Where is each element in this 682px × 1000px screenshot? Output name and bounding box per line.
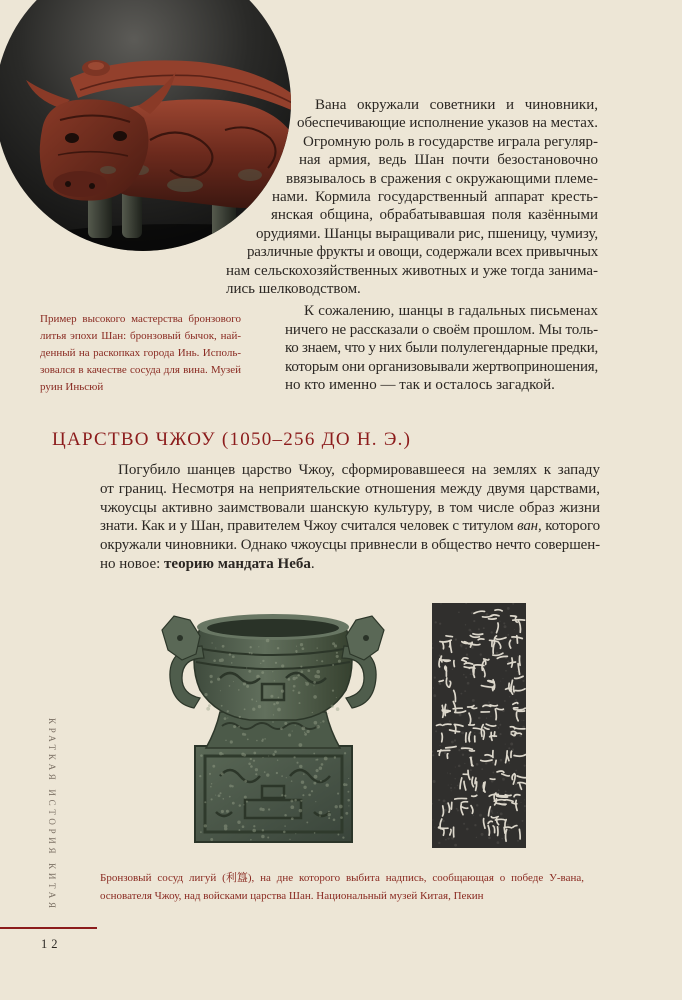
vessel-caption	[100, 869, 584, 905]
text-line: ничего не рассказали о своём прошлом. Мы толь-	[285, 321, 598, 338]
text-line: Огромную роль в государстве играла регуляр-	[303, 133, 598, 150]
text-run: знати. Как и у Шан, правителем Чжоу считался человек с титулом	[100, 518, 518, 535]
text-line	[100, 555, 600, 574]
text-line	[100, 517, 600, 536]
running-title: КРАТКАЯ ИСТОРИЯ КИТАЯ	[47, 718, 57, 912]
text-run: , которого	[537, 518, 600, 535]
section-heading: ЦАРСТВО ЧЖОУ (1050–256 ДО Н. Э.)	[52, 429, 412, 450]
text-line: Погубило шанцев царство Чжоу, сформировавшееся на землях к западу	[118, 462, 600, 478]
zhou-paragraph	[100, 461, 600, 574]
caption-line: руин Иньсюй	[40, 381, 104, 393]
caption-line: основателя Чжоу, над войсками царства Шан. Национальный музей Китая, Пекин	[100, 890, 484, 902]
text-line: нами. Кормила государственный аппарат кресть-	[272, 189, 598, 206]
text-line: обеспечивающие исполнение указов на местах.	[297, 115, 598, 132]
text-run: .	[310, 555, 315, 572]
text-run: но новое:	[100, 555, 165, 572]
text-line: от границ. Несмотря на неприятельские отношения между двумя царствами,	[100, 480, 600, 497]
text-line: нам сельскохозяйственных животных и уже тогда занима-	[226, 262, 598, 279]
text-line: орудиями. Шанцы выращивали рис, пшеницу, чумизу,	[256, 225, 598, 242]
intro-paragraph	[0, 96, 598, 298]
caption-line: зовался в качестве сосуда для вина. Музей	[40, 364, 241, 376]
caption-line: Бронзовый сосуд лигуй (利簋), на дне которого выбита надпись, сообщающая о победе У-вана,	[100, 872, 584, 884]
text-line: различные фрукты и овощи, содержали всех привычных	[247, 244, 598, 261]
text-line: ввязывалось в сражения с окружающими племе-	[286, 170, 598, 187]
footer-rule	[0, 927, 97, 929]
italic-term: ван	[517, 518, 538, 535]
text-line: лись шелководством.	[226, 281, 361, 298]
ligui-vessel-photo	[150, 600, 410, 850]
text-line: К сожалению, шанцы в гадальных письменах	[304, 303, 598, 319]
vessel-base	[195, 746, 352, 842]
text-line: ко знаем, что у них были полулегендарные предки,	[285, 340, 598, 356]
text-line: чжоусцы активно заимствовали шанскую культуру, в том числе образ жизни	[100, 499, 600, 516]
caption-line: Пример высокого мастерства бронзового	[40, 313, 241, 325]
page-number: 12	[41, 937, 62, 951]
text-line: Вана окружали советники и чиновники,	[315, 97, 598, 113]
text-line: но кто именно — так и осталось загадкой.	[285, 377, 555, 393]
text-line: ная армия, ведь Шан почти безостановочно	[299, 152, 598, 169]
text-line: окружали чиновники. Однако чжоусцы привнесли в общество нечто совершен-	[100, 537, 600, 554]
second-paragraph	[0, 302, 598, 395]
inscription-rubbing	[432, 603, 526, 848]
caption-line: литья эпохи Шан: бронзовый бычок, най-	[40, 330, 241, 342]
text-line: которым они организовывали жертвоприношения,	[285, 358, 599, 375]
text-line: янская община, обрабатывавшая поля казёнными	[271, 207, 598, 224]
vessel-bowl	[194, 614, 352, 720]
caption-line: денный на раскопках города Инь. Исполь-	[40, 347, 241, 359]
bold-term: теорию мандата Неба	[164, 555, 311, 572]
